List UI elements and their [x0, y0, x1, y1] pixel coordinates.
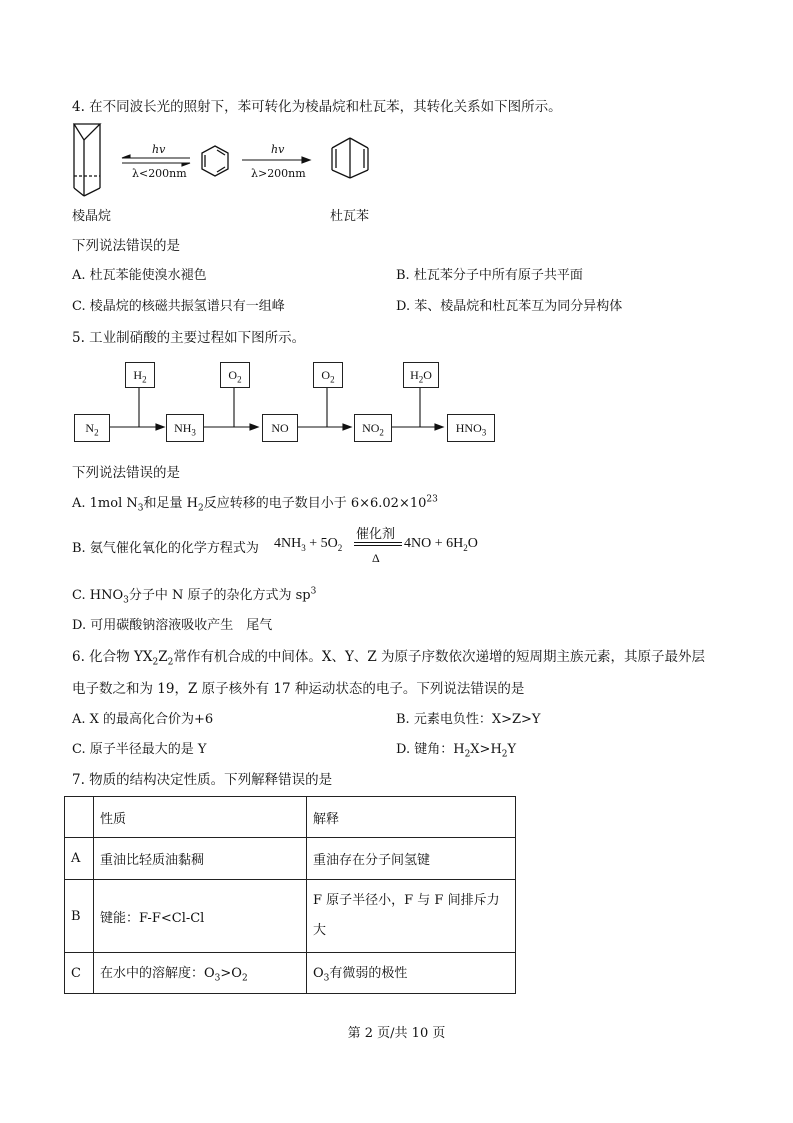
label-dewar-benzene: 杜瓦苯	[330, 209, 370, 224]
q6-option-d: D. 键角：$H_2X>H_2Y$	[396, 742, 517, 760]
header-explanation: 解释	[307, 797, 516, 838]
q5-option-d: D. 可用碳酸钠溶液吸收产生 尾气	[72, 618, 273, 633]
arrow2-top-label: hv	[271, 143, 285, 156]
q5-stem: 5. 工业制硝酸的主要过程如下图所示。	[72, 330, 306, 346]
q4-option-c: C. 棱晶烷的核磁共振氢谱只有一组峰	[72, 299, 285, 314]
q5-prompt: 下列说法错误的是	[72, 465, 180, 481]
prismane-structure	[74, 124, 100, 196]
benzene-structure	[202, 146, 228, 176]
row-key: B	[65, 880, 94, 953]
table-row-b	[65, 880, 516, 953]
reagent-h2o-box: $H_2O$	[403, 362, 439, 388]
table-row-c	[65, 953, 516, 994]
q4-stem: 4. 在不同波长光的照射下，苯可转化为棱晶烷和杜瓦苯，其转化关系如下图所示。	[72, 99, 562, 115]
q4-diagram	[60, 118, 480, 208]
arrow-equilibrium	[122, 155, 190, 166]
dewar-benzene-structure	[332, 138, 368, 178]
q6-stem-line2: 电子数之和为 19，Z 原子核外有 17 种运动状态的电子。下列说法错误的是	[72, 681, 525, 697]
product-hno3-box: $HNO_3$	[447, 414, 495, 442]
catalyst-label: 催化剂	[356, 526, 396, 541]
header-property: 性质	[94, 797, 307, 838]
row-explanation: 重油存在分子间氢键	[307, 838, 516, 880]
row-property: 在水中的溶解度：$O_3>O_2$	[94, 953, 307, 994]
q7-stem: 7. 物质的结构决定性质。下列解释错误的是	[72, 772, 333, 788]
arrow1-bottom-label: λ<200nm	[132, 167, 187, 180]
q6-option-a: A. X 的最高化合价为+6	[72, 712, 214, 727]
reagent-o2-box-2: $O_2$	[313, 362, 343, 388]
q4-prompt: 下列说法错误的是	[72, 238, 180, 254]
q7-table	[64, 796, 516, 994]
product-n2-box: $N_2$	[74, 414, 110, 442]
product-no-box: NO	[262, 414, 298, 442]
row-key: A	[65, 838, 94, 880]
q4-option-b: B. 杜瓦苯分子中所有原子共平面	[396, 268, 583, 283]
row-explanation: F 原子半径小，F 与 F 间排斥力 大	[307, 880, 516, 953]
q4-option-a: A. 杜瓦苯能使溴水褪色	[72, 268, 207, 283]
row-property: 重油比轻质油黏稠	[94, 838, 307, 880]
q5-equation: $4NH_3 + 5O_2$ 催化剂 Δ $4NO + 6H_2O$	[274, 525, 492, 571]
arrow1-top-label: hv	[152, 143, 166, 156]
heat-symbol: Δ	[372, 551, 380, 565]
reagent-o2-box-1: $O_2$	[220, 362, 250, 388]
q6-option-c: C. 原子半径最大的是 Y	[72, 742, 207, 757]
q6-stem-line1: 6. 化合物 $YX_2Z_2$常作有机合成的中间体。X、Y、Z 为原子序数依次递增的短周期主族元素，其原子最外层	[72, 649, 706, 668]
q6-option-b: B. 元素电负性：X>Z>Y	[396, 712, 541, 727]
reagent-h2-box: $H_2$	[125, 362, 155, 388]
row-explanation: $O_3$有微弱的极性	[307, 953, 516, 994]
table-header-row	[65, 797, 516, 838]
row-property: 键能：F-F<Cl-Cl	[94, 880, 307, 953]
q5-option-b: B. 氨气催化氧化的化学方程式为	[72, 541, 259, 556]
row-key: C	[65, 953, 94, 994]
product-no2-box: $NO_2$	[354, 414, 392, 442]
product-nh3-box: $NH_3$	[166, 414, 204, 442]
table-row-a	[65, 838, 516, 880]
q5-option-c: C. $HNO_3$分子中 N 原子的杂化方式为 $sp^3$	[72, 586, 317, 606]
q5-option-a: A. 1mol $N_3$和足量 $H_2$反应转移的电子数目小于 $6\times 6.02\times 10^{23}$	[72, 494, 438, 514]
q4-option-d: D. 苯、棱晶烷和杜瓦苯互为同分异构体	[396, 299, 623, 314]
arrow2-bottom-label: λ>200nm	[251, 167, 306, 180]
arrow-forward	[242, 157, 310, 163]
page-footer: 第 2 页/共 10 页	[347, 1026, 446, 1041]
label-prismane: 棱晶烷	[72, 209, 112, 224]
